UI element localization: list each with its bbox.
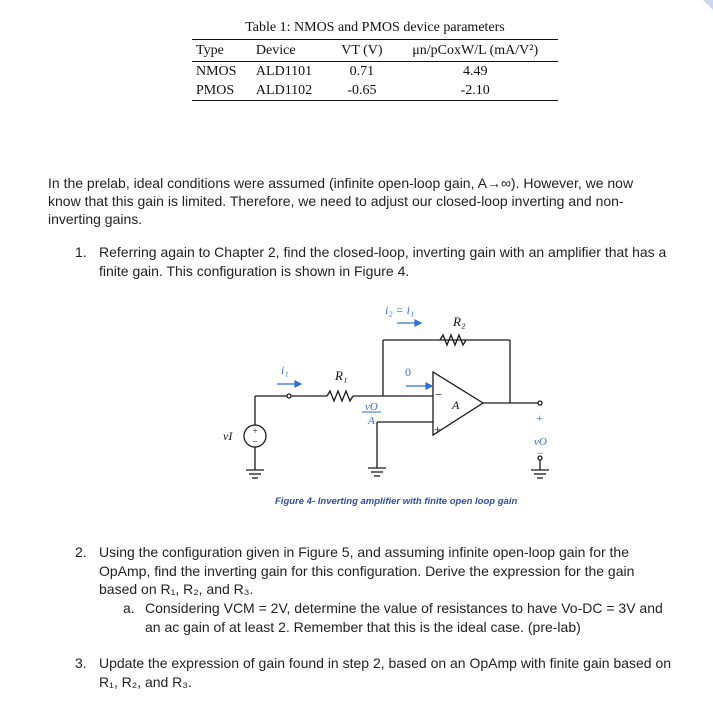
label-vo: vO	[534, 436, 547, 448]
source-minus-sign: –	[252, 436, 258, 446]
device-parameters-table-block	[192, 20, 558, 101]
figure-caption: Figure 4- Inverting amplifier with finite open loop gain	[275, 496, 518, 507]
label-amp-gain: A	[452, 398, 460, 412]
intro-paragraph: In the prelab, ideal conditions were assumed (infinite open-loop gain, A→∞). However, we now know that this gain is limited. Therefore, we need to adjust our closed-loop inverting and non-inverting gains.	[48, 175, 634, 227]
table-caption: Table 1: NMOS and PMOS device parameters	[245, 20, 505, 35]
label-i1: i₁	[281, 363, 289, 377]
label-vi: vI	[223, 429, 233, 443]
item-number: 2.	[75, 544, 87, 560]
sub-item-letter: a.	[123, 600, 135, 616]
header-process-transconductance: μn/pCoxW/L (mA/V²)	[412, 42, 539, 58]
page-corner-mark	[703, 0, 713, 10]
cell-type: PMOS	[196, 82, 235, 98]
label-output-plus: +	[536, 411, 543, 425]
label-vo-over-a-denominator: A	[368, 415, 375, 427]
current-arrow-i1-icon	[295, 381, 301, 387]
item-text: Referring again to Chapter 2, find the closed-loop, inverting gain with an amplifier that has a finite gain. This configuration is shown in Figure 4.	[99, 244, 667, 279]
header-device: Device	[255, 42, 296, 58]
source-plus-sign: +	[252, 426, 258, 436]
cell-kn: 4.49	[462, 63, 488, 79]
resistor-r1-symbol	[327, 391, 353, 401]
cell-type: NMOS	[196, 63, 237, 79]
table-row	[192, 62, 558, 82]
cell-device: ALD1102	[255, 82, 313, 98]
label-output-minus: −	[537, 446, 544, 460]
header-type: Type	[196, 42, 224, 58]
cell-device: ALD1101	[255, 63, 313, 79]
item-text: Update the expression of gain found in step 2, based on an OpAmp with finite gain based on R₁, R₂, and R₃.	[99, 655, 672, 690]
sub-item-text: Considering VCM = 2V, determine the value of resistances to have Vo-DC = 3V and an ac gain of at least 2. Remember that this is the ideal case. (pre-lab)	[145, 600, 663, 635]
device-parameters-table	[192, 39, 558, 101]
item-text: Using the configuration given in Figure 5, and assuming infinite open-loop gain for the OpAmp, find the inverting gain for this configuration. Derive the expression for the gain based on R₁, R₂, and R₃.	[99, 544, 635, 597]
label-r2: R₂	[453, 314, 466, 329]
current-arrow-i2-icon	[415, 320, 421, 326]
item-number: 1.	[75, 244, 87, 260]
current-arrow-zero-icon	[426, 383, 432, 389]
label-zero-current: 0	[405, 365, 411, 379]
label-i2-eq-i1: i₂ = i₁	[385, 303, 415, 317]
table-row	[192, 81, 558, 101]
cell-kp: -2.10	[460, 82, 490, 98]
label-noninverting-input: +	[434, 422, 442, 437]
label-inverting-input: −	[435, 387, 443, 402]
table-header-row	[192, 40, 558, 62]
header-vt: VT (V)	[341, 42, 383, 58]
label-r1: R₁	[335, 368, 348, 383]
label-vo-over-a-numerator: vO	[365, 401, 378, 413]
item-number: 3.	[75, 655, 87, 671]
cell-vt: -0.65	[347, 82, 377, 98]
cell-vt: 0.71	[349, 63, 375, 79]
inverting-amplifier-figure	[215, 300, 555, 515]
